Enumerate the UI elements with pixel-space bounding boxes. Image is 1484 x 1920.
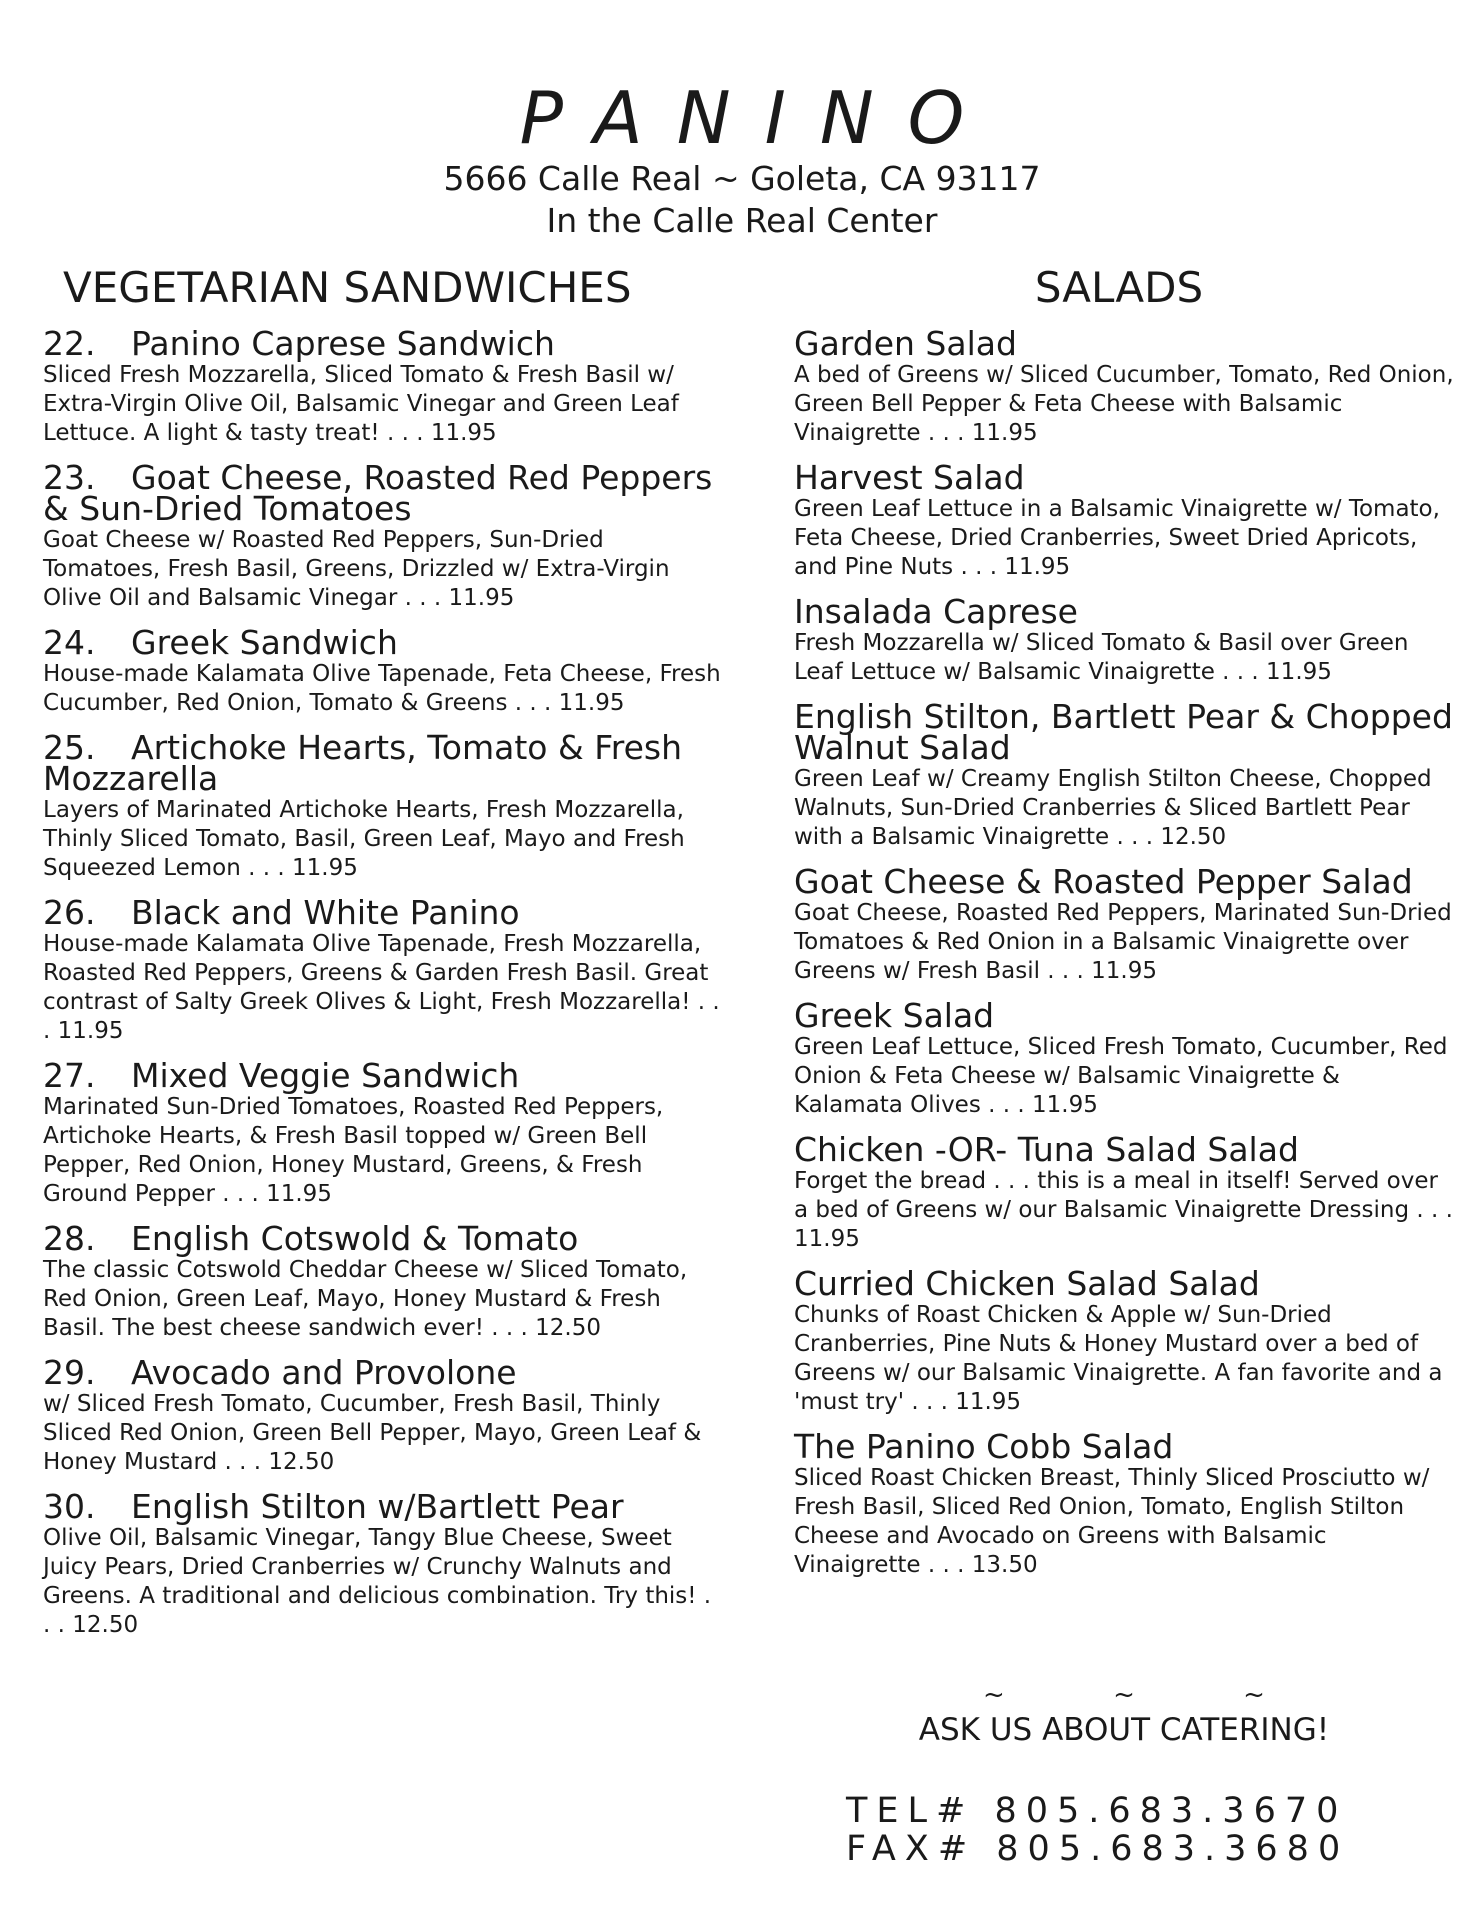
item-description: w/ Sliced Fresh Tomato, Cucumber, Fresh Basil, Thinly Sliced Red Onion, Green Bell Pepper, Mayo, Green Leaf & Honey Mustard . . . 12.50 [43,1391,702,1475]
item-name: Insalada Caprese [794,592,1078,631]
fax-number: FAX# 805.683.3680 [846,1829,1350,1869]
menu-item [43,458,723,613]
item-description: A bed of Greens w/ Sliced Cucumber, Tomato, Red Onion, Green Bell Pepper & Feta Cheese with Balsamic Vinaigrette . . . 11.95 [794,362,1454,446]
tilde-divider: ~ ~ ~ [983,1680,1315,1710]
menu-item [794,862,1454,986]
item-name: English Cotswold & Tomato [131,1219,579,1258]
item-title [43,728,723,798]
item-name: English Stilton, Bartlett Pear & Chopped Walnut Salad [794,697,1453,767]
section-title: VEGETARIAN SANDWICHES [63,263,632,312]
item-name: The Panino Cobb Salad [794,1427,1174,1466]
item-name: Goat Cheese, Roasted Red Peppers & Sun-Dried Tomatoes [43,458,713,528]
salads-section [794,262,1454,1594]
item-description: Goat Cheese, Roasted Red Peppers, Marinated Sun-Dried Tomatoes & Red Onion in a Balsamic Vinaigrette over Greens w/ Fresh Basil . . . 11.95 [794,900,1452,984]
item-description: Green Leaf Lettuce, Sliced Fresh Tomato, Cucumber, Red Onion & Feta Cheese w/ Balsamic Vinaigrette & Kalamata Olives . . . 11.95 [794,1034,1448,1118]
item-number: 24. [43,623,96,662]
item-description: Layers of Marinated Artichoke Hearts, Fresh Mozzarella, Thinly Sliced Tomato, Basil, Green Leaf, Mayo and Fresh Squeezed Lemon . . . 11.95 [43,797,685,881]
item-name: Chicken -OR- Tuna Salad Salad [794,1130,1299,1169]
item-number: 29. [43,1353,96,1392]
item-name: Curried Chicken Salad Salad [794,1264,1260,1303]
item-description: Green Leaf Lettuce in a Balsamic Vinaigrette w/ Tomato, Feta Cheese, Dried Cranberries, Sweet Dried Apricots, and Pine Nuts . . . 11.95 [794,496,1440,580]
item-name: Harvest Salad [794,458,1025,497]
menu-item [43,1219,723,1343]
item-number: 30. [43,1487,96,1526]
item-description: Marinated Sun-Dried Tomatoes, Roasted Red Peppers, Artichoke Hearts, & Fresh Basil topped w/ Green Bell Pepper, Red Onion, Honey Mustard, Greens, & Fresh Ground Pepper . . . 11.95 [43,1094,664,1207]
item-name: Goat Cheese & Roasted Pepper Salad [794,862,1413,901]
item-number: 27. [43,1056,96,1095]
item-number: 26. [43,893,96,932]
menu-item [43,1487,723,1640]
menu-item [794,1264,1454,1417]
menu-item [794,458,1454,582]
item-description: Forget the bread . . . this is a meal in itself! Served over a bed of Greens w/ our Balsamic Vinaigrette Dressing . . . 11.95 [794,1168,1453,1252]
menu-item [43,1353,723,1477]
item-number: 25. [43,728,96,767]
item-description: House-made Kalamata Olive Tapenade, Fresh Mozzarella, Roasted Red Peppers, Greens & Garden Fresh Basil. Great contrast of Salty Greek Olives & Light, Fresh Mozzarella! . . . 11.95 [43,931,720,1044]
vegetarian-section [43,262,723,1654]
item-description: Olive Oil, Balsamic Vinegar, Tangy Blue Cheese, Sweet Juicy Pears, Dried Cranberries w/ Crunchy Walnuts and Greens. A traditional and delicious combination. Try this! . . . 12.50 [43,1525,712,1638]
menu-item [43,893,723,1046]
item-description: House-made Kalamata Olive Tapenade, Feta Cheese, Fresh Cucumber, Red Onion, Tomato & Greens . . . 11.95 [43,661,721,716]
item-title [43,324,723,363]
item-description: Sliced Fresh Mozzarella, Sliced Tomato & Fresh Basil w/ Extra-Virgin Olive Oil, Balsamic Vinegar and Green Leaf Lettuce. A light & tasty treat! . . . 11.95 [43,362,679,446]
item-description: Green Leaf w/ Creamy English Stilton Cheese, Chopped Walnuts, Sun-Dried Cranberries & Sliced Bartlett Pear with a Balsamic Vinaigrette . . . 12.50 [794,766,1432,850]
item-name: Panino Caprese Sandwich [131,324,555,363]
item-number: 22. [43,324,96,363]
telephone-number: TEL# 805.683.3670 [846,1791,1348,1831]
item-title [43,1219,723,1258]
menu-item [794,697,1454,852]
item-description: Fresh Mozzarella w/ Sliced Tomato & Basil over Green Leaf Lettuce w/ Balsamic Vinaigrette . . . 11.95 [794,630,1409,685]
item-name: English Stilton w/Bartlett Pear [131,1487,624,1526]
contact-info [846,1792,1349,1868]
item-title [43,1487,723,1526]
menu-item [43,728,723,883]
item-title [43,1056,723,1095]
item-description: Sliced Roast Chicken Breast, Thinly Sliced Prosciutto w/ Fresh Basil, Sliced Red Onion, Tomato, English Stilton Cheese and Avocado on Greens with Balsamic Vinaigrette . . . 13.50 [794,1465,1430,1578]
catering-text: ASK US ABOUT CATERING! [918,1712,1330,1748]
item-title [43,458,723,528]
item-name: Artichoke Hearts, Tomato & Fresh Mozzarella [43,728,683,798]
item-name: Greek Salad [794,996,995,1035]
menu-header [0,78,1484,242]
menu-item [794,1427,1454,1580]
restaurant-name: PANINO [519,76,999,160]
menu-item [794,324,1454,448]
menu-item [794,592,1454,687]
item-number: 28. [43,1219,96,1258]
address-line-2: In the Calle Real Center [546,201,938,240]
address-line-1: 5666 Calle Real ~ Goleta, CA 93117 [443,159,1041,198]
menu-item [43,324,723,448]
item-name: Black and White Panino [131,893,520,932]
item-title [43,893,723,932]
item-description: Goat Cheese w/ Roasted Red Peppers, Sun-Dried Tomatoes, Fresh Basil, Greens, Drizzled w/ Extra-Virgin Olive Oil and Balsamic Vinegar . . . 11.95 [43,527,670,611]
item-name: Garden Salad [794,324,1017,363]
item-number: 23. [43,458,96,497]
item-description: The classic Cotswold Cheddar Cheese w/ Sliced Tomato, Red Onion, Green Leaf, Mayo, Honey Mustard & Fresh Basil. The best cheese sandwich ever! . . . 12.50 [43,1257,688,1341]
item-description: Chunks of Roast Chicken & Apple w/ Sun-Dried Cranberries, Pine Nuts & Honey Mustard over a bed of Greens w/ our Balsamic Vinaigrette. A fan favorite and a 'must try' . . . 11.95 [794,1302,1443,1415]
item-name: Avocado and Provolone [131,1353,517,1392]
menu-item [43,1056,723,1209]
item-title [43,623,723,662]
menu-item [43,623,723,718]
menu-item [794,996,1454,1120]
item-title [43,1353,723,1392]
item-name: Greek Sandwich [131,623,398,662]
section-title: SALADS [1034,263,1204,312]
menu-item [794,1130,1454,1254]
item-name: Mixed Veggie Sandwich [131,1056,520,1095]
catering-note [794,1680,1454,1750]
